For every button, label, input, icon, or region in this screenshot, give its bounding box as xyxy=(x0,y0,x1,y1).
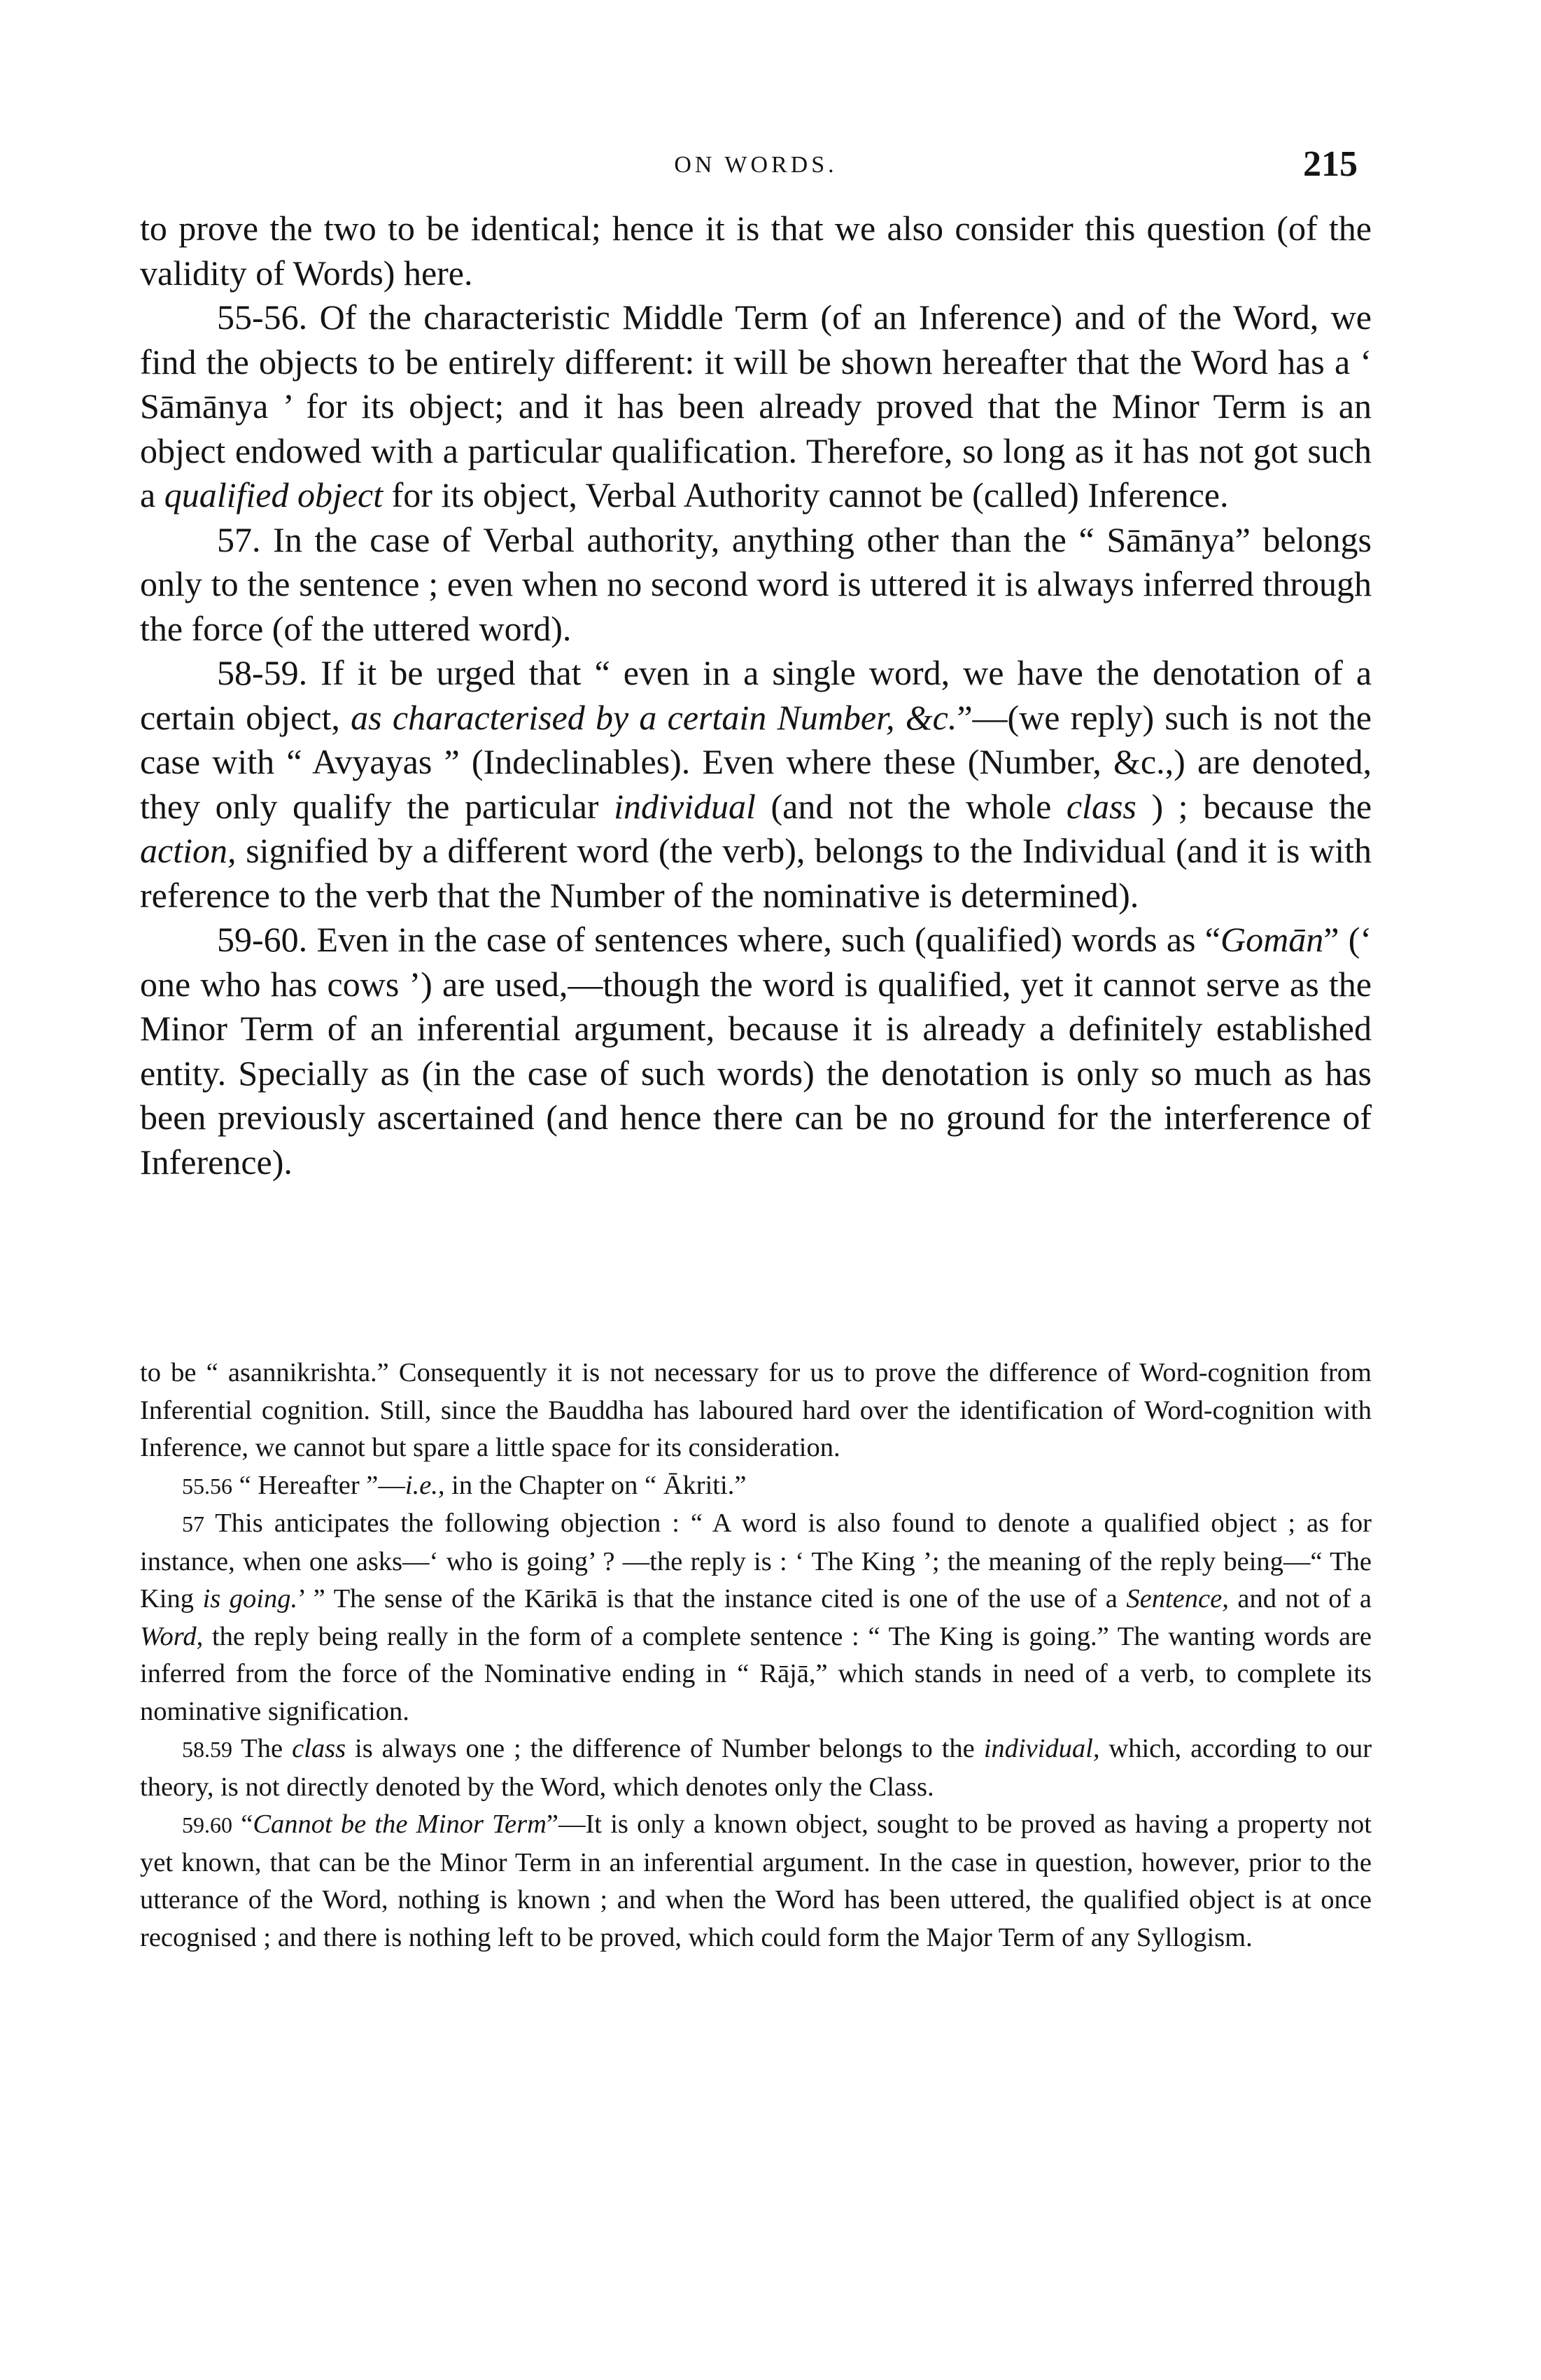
footnote-label: 57 xyxy=(182,1511,204,1536)
paragraph-57 xyxy=(140,518,1372,652)
paragraph-text: ”—(we reply) such is not the case with “ Avyayas ” (Indeclinables). Even where these (Number, &c.,) are denoted, they only qualify the particular xyxy=(140,697,1372,826)
footnote-text: This anticipates the following objection : “ A word is also found to denote a qualified object ; as for instance, when one asks—‘ who is going’ ? —the reply is : ‘ The King ’; the meaning of the reply being—“ The King xyxy=(140,1508,1372,1614)
verse-label: 59-60. xyxy=(217,920,308,959)
footnote-continued xyxy=(140,1354,1372,1467)
emphasis: as characterised by a certain Number, &c. xyxy=(351,697,957,737)
verse-label: 58-59. xyxy=(217,653,308,692)
footnote-text: “ xyxy=(241,1809,253,1839)
emphasis: Cannot be the Minor Term xyxy=(253,1809,547,1839)
footnote-text: and not of a xyxy=(1237,1584,1372,1614)
emphasis: i.e., xyxy=(404,1470,445,1500)
emphasis: Gomān xyxy=(1220,920,1324,959)
paragraph-text: If it be urged that “ even in a single word, we have the denotation of a certain object, xyxy=(140,653,1372,737)
paragraph-text: ” (‘ one who has cows ’) are used,—though the word is qualified, yet it cannot serve as the Minor Term of an inferential argument, because it is already a definitely established entity. Specially as (in the case of such words) the denotation is only so much as has been previously ascertained (and hence there can be no ground for the interference of Inference). xyxy=(140,920,1372,1182)
verse-label: 55-56. xyxy=(217,298,308,337)
emphasis: action, xyxy=(140,831,237,870)
paragraph-text: signified by a different word (the verb), belongs to the Individual (and it is with reference to the verb that the Number of the nominative is determined). xyxy=(140,831,1372,915)
emphasis: Word, xyxy=(140,1621,204,1651)
page-header xyxy=(140,136,1372,192)
footnote-label: 55.56 xyxy=(182,1473,232,1499)
footnote-text: The xyxy=(241,1734,283,1763)
running-head: ON WORDS. xyxy=(674,152,838,178)
footnote-text: ’ ” The sense of the Kārikā is that the instance cited is one of the use of a xyxy=(297,1584,1118,1614)
footnote-57 xyxy=(140,1505,1372,1730)
page-number: 215 xyxy=(1303,144,1358,184)
paragraph-55-56 xyxy=(140,295,1372,518)
footnotes xyxy=(140,1354,1372,1956)
paragraph-text: Even in the case of sentences where, such (qualified) words as “ xyxy=(316,920,1220,959)
footnote-text: to be “ asannikrishta.” Consequently it is not necessary for us to prove the difference of Word-cognition from Inferential cognition. Still, since the Bauddha has laboured hard over the identification of Word-cognition with Inference, we cannot but spare a little space for its consideration. xyxy=(140,1358,1372,1462)
footnote-label: 59.60 xyxy=(182,1812,232,1837)
paragraph-58-59 xyxy=(140,651,1372,918)
footnote-label: 58.59 xyxy=(182,1737,232,1762)
footnote-55-56 xyxy=(140,1467,1372,1506)
footnote-text: the reply being really in the form of a complete sentence : “ The King is going.” The wanting words are inferred from the force of the Nominative ending in “ Rājā,” which stands in need of a verb, to complete its nominative signification. xyxy=(140,1621,1372,1726)
emphasis: qualified object xyxy=(164,475,384,514)
paragraph-text: Of the characteristic Middle Term (of an Inference) and of the Word, we find the objects to be entirely different: it will be shown hereafter that the Word has a ‘ Sāmānya ’ for its object; and it has been already proved that the Minor Term is an object endowed with a particular qualification. Therefore, so long as it has not got such a xyxy=(140,298,1372,514)
emphasis: Sentence, xyxy=(1126,1584,1229,1614)
emphasis: individual, xyxy=(983,1734,1100,1763)
paragraph-59-60 xyxy=(140,918,1372,1184)
paragraph-continued xyxy=(140,206,1372,295)
main-text xyxy=(140,206,1372,1184)
footnote-text: ”—It is only a known object, sought to be proved as having a property not yet known, that can be the Minor Term in an inferential argument. In the case in question, however, prior to the utterance of the Word, nothing is known ; and when the Word has been uttered, the qualified object is at once recognised ; and there is nothing left to be proved, which could form the Major Term of any Syllogism. xyxy=(140,1809,1372,1952)
emphasis: class xyxy=(1066,786,1137,826)
emphasis: class xyxy=(292,1734,346,1763)
emphasis: individual xyxy=(614,786,756,826)
footnote-text: which, according to our theory, is not directly denoted by the Word, which denotes only the Class. xyxy=(140,1734,1372,1802)
paragraph-text: ) ; because the xyxy=(1151,786,1372,826)
footnote-text: “ Hereafter ”— xyxy=(239,1470,405,1500)
emphasis: is going. xyxy=(202,1584,298,1614)
footnote-text: in the Chapter on “ Ākriti.” xyxy=(451,1470,747,1500)
footnote-59-60 xyxy=(140,1806,1372,1956)
paragraph-text: (and not the whole xyxy=(770,786,1052,826)
paragraph-text: for its object, Verbal Authority cannot be (called) Inference. xyxy=(391,475,1229,514)
footnote-text: is always one ; the difference of Number belongs to the xyxy=(355,1734,975,1763)
paragraph-text: to prove the two to be identical; hence it is that we also consider this question (of the validity of Words) here. xyxy=(140,209,1372,293)
paragraph-text: In the case of Verbal authority, anything other than the “ Sāmānya” belongs only to the sentence ; even when no second word is uttered it is always inferred through the force (of the uttered word). xyxy=(140,519,1372,648)
footnote-58-59 xyxy=(140,1730,1372,1806)
verse-label: 57. xyxy=(217,519,261,559)
